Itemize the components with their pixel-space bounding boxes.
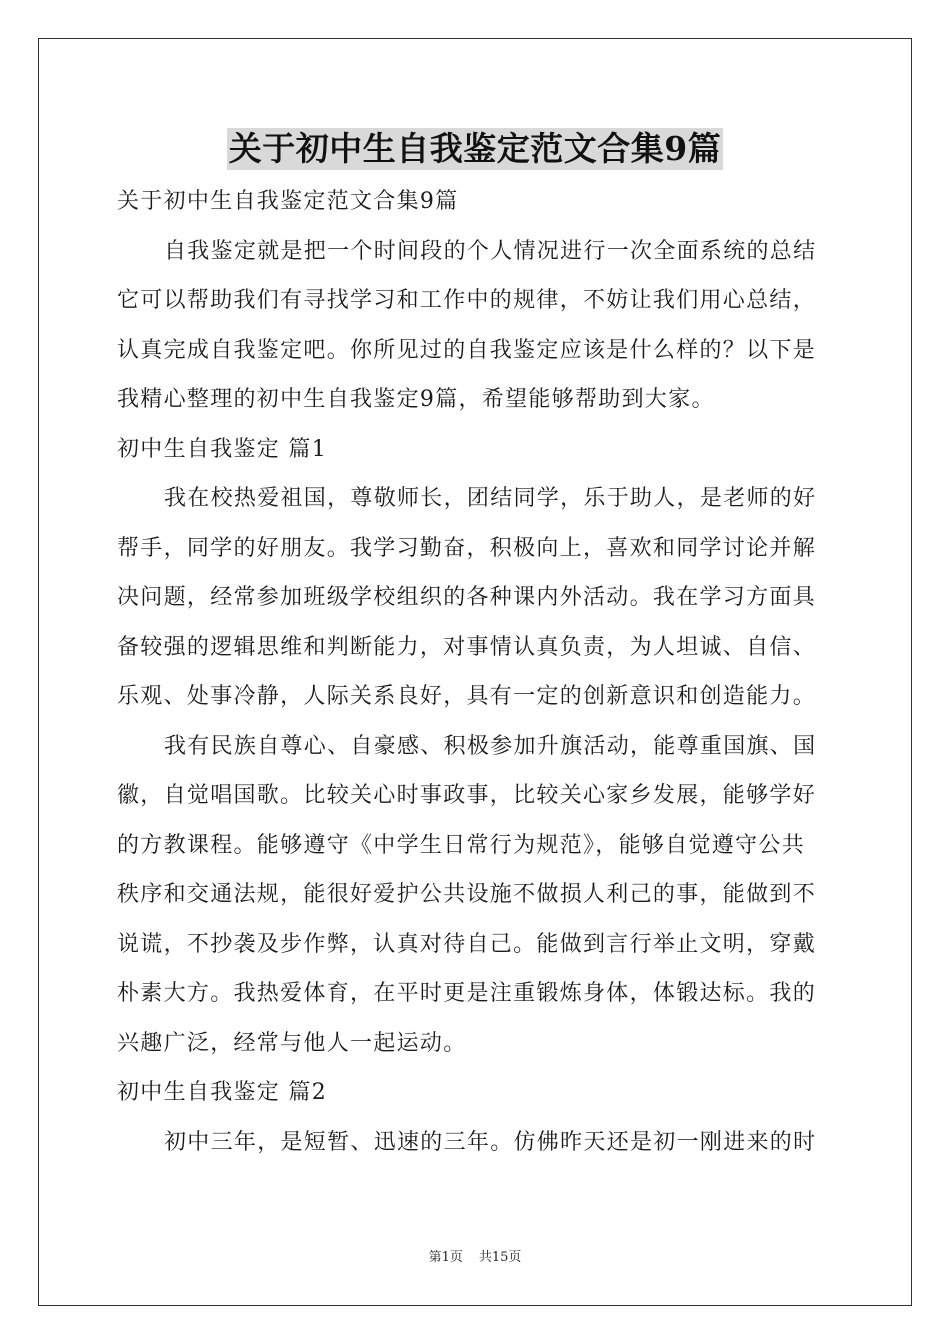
paragraph-line: 朴素大方。我热爱体育，在平时更是注重锻炼身体，体锻达标。我的	[117, 981, 817, 1006]
intro-line: 我精心整理的初中生自我鉴定9篇，希望能够帮助到大家。	[117, 387, 715, 412]
paragraph-line: 徽，自觉唱国歌。比较关心时事政事，比较关心家乡发展，能够学好	[117, 783, 817, 808]
document-body	[117, 177, 835, 1167]
intro-line: 认真完成自我鉴定吧。你所见过的自我鉴定应该是什么样的？以下是	[117, 337, 817, 363]
section-heading-2: 初中生自我鉴定 篇2	[117, 1080, 327, 1105]
page-total: 共15页	[478, 1250, 522, 1265]
title-wrapper	[0, 128, 950, 170]
page-footer	[0, 1246, 950, 1265]
document-title: 关于初中生自我鉴定范文合集9篇	[228, 129, 722, 168]
paragraph-line: 的方教课程。能够遵守《中学生日常行为规范》，能够自觉遵守公共	[117, 832, 806, 858]
paragraph-line: 决问题，经常参加班级学校组织的各种课内外活动。我在学习方面具	[117, 585, 817, 610]
document-subtitle: 关于初中生自我鉴定范文合集9篇	[117, 189, 459, 214]
paragraph-line: 备较强的逻辑思维和判断能力，对事情认真负责，为人坦诚、自信、	[117, 634, 817, 660]
page-number: 第1页	[428, 1250, 463, 1265]
paragraph-line: 秩序和交通法规，能很好爱护公共设施不做损人利己的事，能做到不	[117, 882, 817, 907]
paragraph-line: 兴趣广泛，经常与他人一起运动。	[117, 1030, 467, 1056]
paragraph-line: 说谎，不抄袭及步作弊，认真对待自己。能做到言行举止文明，穿戴	[117, 931, 817, 957]
paragraph-line: 帮手，同学的好朋友。我学习勤奋，积极向上，喜欢和同学讨论并解	[117, 535, 817, 561]
intro-line: 自我鉴定就是把一个时间段的个人情况进行一次全面系统的总结	[164, 238, 817, 264]
paragraph-line: 我有民族自尊心、自豪感、积极参加升旗活动，能尊重国旗、国	[164, 733, 817, 759]
paragraph-line: 我在校热爱祖国，尊敬师长，团结同学，乐于助人，是老师的好	[164, 486, 817, 511]
paragraph-line: 初中三年，是短暂、迅速的三年。仿佛昨天还是初一刚进来的时	[164, 1129, 817, 1155]
section-heading-1: 初中生自我鉴定 篇1	[117, 436, 327, 462]
intro-line: 它可以帮助我们有寻找学习和工作中的规律，不妨让我们用心总结，	[117, 288, 817, 313]
paragraph-line: 乐观、处事冷静，人际关系良好，具有一定的创新意识和创造能力。	[117, 684, 817, 709]
